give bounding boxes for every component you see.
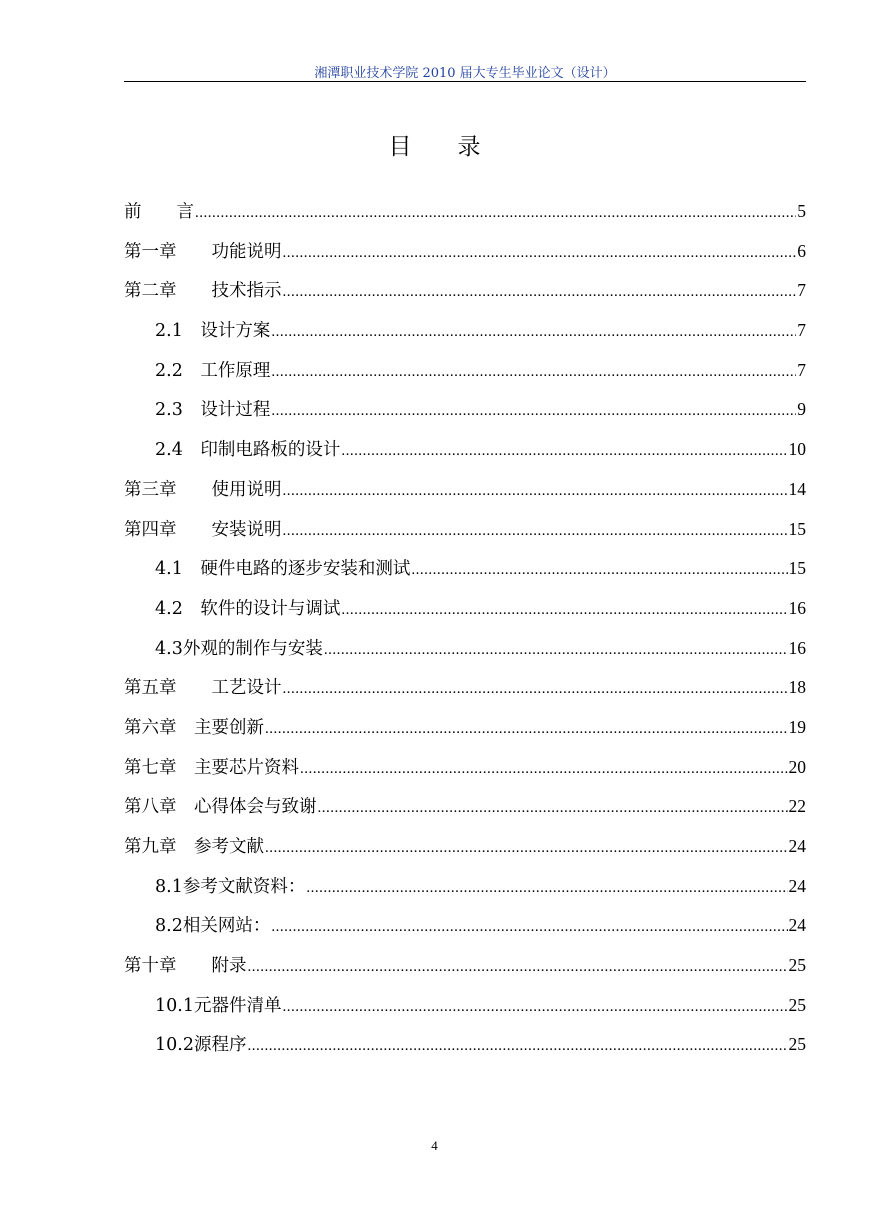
- toc-entry-label: [155, 435, 340, 465]
- toc-entry-number: 2.2: [155, 360, 183, 381]
- toc-entry-label: [124, 951, 247, 981]
- toc-leader-dots: [283, 476, 788, 506]
- toc-leader-dots: [265, 714, 788, 744]
- toc-entry[interactable]: [124, 355, 806, 395]
- toc-entry[interactable]: [124, 275, 806, 315]
- toc-entry-title: 安装说明: [211, 519, 282, 540]
- toc-entry-title: 元器件清单: [193, 995, 282, 1016]
- toc-leader-dots: [306, 873, 787, 903]
- toc-entry-page: 18: [788, 677, 806, 698]
- toc-entry-number: 10.2: [155, 1035, 194, 1056]
- page-number: 4: [431, 1138, 438, 1153]
- toc-entry-number: 2.3: [155, 400, 183, 421]
- toc-entry-page: 25: [788, 1034, 806, 1055]
- toc-entry[interactable]: [124, 752, 806, 792]
- toc-entry-label: [155, 356, 270, 386]
- toc-entry-title: 功能说明: [211, 241, 282, 262]
- toc-entry-number: 第六章: [124, 717, 177, 738]
- toc-entry[interactable]: [124, 196, 806, 236]
- toc-entry-spacer: [183, 435, 201, 465]
- toc-leader-dots: [318, 793, 788, 823]
- toc-entry-spacer: [177, 792, 195, 822]
- toc-entry-page: 6: [797, 240, 806, 261]
- toc-entry-label: [155, 316, 270, 346]
- toc-entry-number: 第一章: [124, 241, 177, 262]
- toc-entry-title: 源程序: [193, 1035, 247, 1056]
- toc-leader-dots: [411, 555, 787, 585]
- toc-entry-number: 第二章: [124, 281, 177, 302]
- toc-entry-spacer: [177, 475, 212, 505]
- toc-entry-page: 19: [788, 716, 806, 737]
- toc-entry[interactable]: [124, 1029, 806, 1069]
- toc-entry-label: [155, 1030, 246, 1060]
- toc-entry-page: 9: [797, 399, 806, 420]
- table-of-contents: [124, 196, 806, 1069]
- toc-leader-dots: [247, 1031, 787, 1061]
- toc-entry-label: [124, 475, 282, 505]
- toc-entry-title: 设计方案: [200, 321, 271, 342]
- toc-entry[interactable]: [124, 950, 806, 990]
- toc-entry-number: 第三章: [124, 479, 177, 500]
- toc-entry-page: 16: [788, 597, 806, 618]
- toc-entry[interactable]: [124, 474, 806, 514]
- toc-entry-page: 25: [788, 994, 806, 1015]
- page-title: 目 录: [388, 134, 481, 160]
- toc-entry-spacer: [177, 713, 195, 743]
- toc-entry[interactable]: [124, 791, 806, 831]
- toc-entry-number: 4.1: [155, 559, 183, 580]
- toc-entry-page: 10: [788, 439, 806, 460]
- toc-entry-title: 工艺设计: [211, 678, 282, 699]
- toc-entry-page: 5: [797, 201, 806, 221]
- toc-leader-dots: [271, 357, 796, 387]
- toc-entry-number: 第五章: [124, 678, 177, 699]
- toc-entry-label: [155, 634, 323, 664]
- toc-entry-page: 15: [788, 518, 806, 539]
- toc-entry-title: 工作原理: [200, 360, 271, 381]
- toc-entry-number: 前: [124, 202, 142, 222]
- toc-entry-label: [155, 395, 270, 425]
- toc-entry-title: 使用说明: [211, 479, 282, 500]
- toc-entry-spacer: [183, 356, 201, 386]
- toc-entry-page: 25: [788, 955, 806, 976]
- toc-leader-dots: [324, 635, 788, 665]
- toc-entry-title: 参考文献: [194, 837, 264, 857]
- toc-entry-spacer: [177, 951, 212, 981]
- toc-entry-label: [124, 673, 282, 703]
- toc-entry-number: 第十章: [124, 956, 177, 977]
- toc-entry-title: 相关网站：: [182, 916, 271, 937]
- toc-entry-number: 第九章: [124, 837, 177, 857]
- toc-entry[interactable]: [124, 712, 806, 752]
- toc-entry-number: 10.1: [155, 995, 194, 1016]
- toc-entry-label: [155, 911, 270, 941]
- toc-entry-number: 8.1: [155, 876, 183, 897]
- toc-leader-dots: [283, 674, 788, 704]
- toc-leader-dots: [248, 952, 788, 982]
- toc-leader-dots: [195, 198, 796, 228]
- toc-entry[interactable]: [124, 910, 806, 950]
- toc-leader-dots: [300, 754, 788, 784]
- toc-leader-dots: [341, 436, 787, 466]
- toc-entry-label: [155, 594, 340, 624]
- toc-entry-label: [124, 792, 317, 822]
- toc-entry-number: 8.2: [155, 916, 183, 937]
- toc-entry-spacer: [142, 197, 177, 227]
- toc-entry-page: 7: [797, 359, 806, 380]
- toc-entry-title: 参考文献资料：: [182, 876, 306, 897]
- toc-entry-number: 第七章: [124, 757, 177, 778]
- toc-entry-spacer: [177, 276, 212, 306]
- toc-entry-label: [124, 832, 264, 862]
- toc-leader-dots: [341, 595, 787, 625]
- toc-entry[interactable]: [124, 593, 806, 633]
- toc-entry[interactable]: [124, 553, 806, 593]
- toc-entry[interactable]: [124, 514, 806, 554]
- toc-entry-title: 软件的设计与调试: [200, 598, 341, 619]
- toc-entry-number: 4.2: [155, 598, 183, 619]
- toc-entry-title: 主要芯片资料: [194, 757, 299, 778]
- toc-entry[interactable]: [124, 831, 806, 871]
- toc-entry[interactable]: [124, 633, 806, 673]
- toc-entry-label: [124, 237, 282, 267]
- toc-entry-spacer: [177, 515, 212, 545]
- toc-entry-label: [124, 276, 282, 306]
- toc-entry[interactable]: [124, 672, 806, 712]
- toc-entry-spacer: [177, 832, 195, 862]
- toc-entry-page: 7: [797, 320, 806, 341]
- toc-entry-number: 2.4: [155, 440, 183, 461]
- toc-leader-dots: [265, 833, 788, 863]
- toc-entry-page: 20: [788, 756, 806, 777]
- toc-entry-title: 硬件电路的逐步安装和测试: [200, 559, 411, 580]
- toc-entry-label: [124, 515, 282, 545]
- toc-entry-number: 第四章: [124, 519, 177, 540]
- toc-entry-spacer: [177, 753, 195, 783]
- toc-entry-page: 22: [788, 796, 806, 817]
- toc-leader-dots: [283, 238, 797, 268]
- toc-entry-number: 4.3: [155, 638, 183, 659]
- toc-entry-page: 15: [788, 558, 806, 579]
- toc-entry-spacer: [183, 316, 201, 346]
- toc-entry-label: [124, 197, 194, 227]
- toc-entry-label: [155, 872, 305, 902]
- toc-entry-page: 7: [797, 280, 806, 301]
- toc-entry[interactable]: [124, 871, 806, 911]
- toc-leader-dots: [271, 317, 796, 347]
- toc-entry-label: [155, 991, 281, 1021]
- toc-leader-dots: [271, 912, 787, 942]
- toc-entry-spacer: [177, 673, 212, 703]
- toc-entry-spacer: [183, 594, 201, 624]
- toc-entry[interactable]: [124, 434, 806, 474]
- toc-entry[interactable]: [124, 315, 806, 355]
- toc-entry-spacer: [183, 554, 201, 584]
- toc-entry-title: 附录: [211, 956, 247, 977]
- toc-entry-page: 24: [788, 915, 806, 936]
- toc-entry-label: [124, 713, 264, 743]
- toc-entry[interactable]: [124, 236, 806, 276]
- toc-entry[interactable]: [124, 990, 806, 1030]
- toc-entry[interactable]: [124, 394, 806, 434]
- toc-entry-title: 印制电路板的设计: [200, 440, 341, 461]
- toc-entry-page: 24: [788, 836, 806, 856]
- toc-entry-title: 设计过程: [200, 400, 271, 421]
- toc-leader-dots: [271, 396, 796, 426]
- toc-entry-label: [124, 753, 299, 783]
- toc-entry-label: [155, 554, 410, 584]
- toc-entry-title: 言: [176, 202, 194, 222]
- toc-leader-dots: [283, 277, 797, 307]
- toc-entry-page: 16: [788, 637, 806, 658]
- toc-entry-page: 14: [788, 478, 806, 499]
- toc-entry-page: 24: [788, 875, 806, 896]
- toc-leader-dots: [282, 992, 787, 1022]
- toc-entry-spacer: [183, 395, 201, 425]
- toc-entry-number: 第八章: [124, 797, 177, 818]
- toc-entry-title: 技术指示: [211, 281, 282, 302]
- toc-entry-title: 外观的制作与安装: [182, 638, 323, 659]
- toc-leader-dots: [283, 516, 788, 546]
- toc-entry-title: 心得体会与致谢: [194, 797, 317, 818]
- header-divider: [124, 81, 806, 82]
- running-header: 湘潭职业技术学院 2010 届大专生毕业论文（设计）: [314, 66, 616, 81]
- toc-entry-title: 主要创新: [194, 717, 264, 738]
- toc-entry-spacer: [177, 237, 212, 267]
- toc-entry-number: 2.1: [155, 321, 183, 342]
